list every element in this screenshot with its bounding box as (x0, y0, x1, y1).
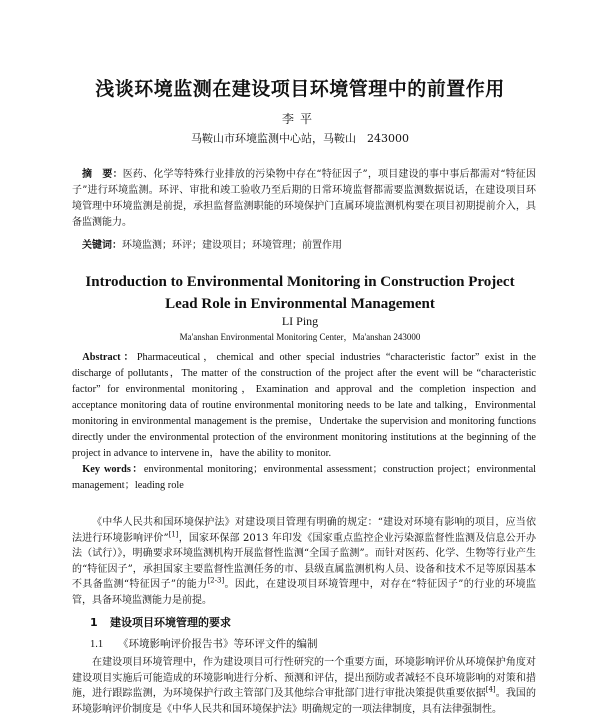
chinese-keywords (72, 238, 536, 254)
english-title-line-2: Lead Role in Environmental Management (165, 296, 435, 312)
citation-2-3: [2-3] (207, 576, 225, 585)
chinese-keywords-text: 环境监测；环评；建设项目；环境管理；前置作用 (122, 240, 342, 251)
subsection-1-1-title: 《环境影响评价报告书》等环评文件的编制 (118, 638, 318, 650)
chinese-keywords-label: 关键词： (82, 240, 122, 251)
chinese-author: 李平 (281, 112, 318, 126)
subsection-1-1-number: 1.1 (90, 639, 104, 650)
english-abstract-label: Abstract： (82, 352, 137, 363)
english-title (0, 271, 600, 315)
chinese-title: 浅谈环境监测在建设项目环境管理中的前置作用 (95, 78, 505, 100)
p2-part-b: 。我国的环境影响评价制度是《中华人民共和国环境保护法》明确规定的一项法律制度，具有法律强制性。 (72, 688, 537, 715)
english-keywords-text: environmental monitoring；environmental assessment；construction project；environmental management；leading role (72, 464, 536, 491)
p1-part-a: 《中华人民共和国环境保护法》对建设项目管理有明确的规定：“建设对环境有影响的项目，应当依法进行环境影响评价” (72, 517, 536, 544)
english-keywords-label: Key words： (82, 464, 144, 475)
english-author: LI Ping (281, 314, 319, 328)
p1-part-b: ，国家环保部 2013 年印发《国家重点监控企业污染源监督性监测及信息公开办法（试行）》，明确要求环境监测机构开展监督性监测“全国子监测”。而针对医药、化学、生物等行业产生的“特征因子”，承担国家主要监督性监测任务的市、县级直属监测机构人员、设备和技术不足等原因基本不具备监测“特征因子”的能力 (72, 532, 536, 590)
citation-1: [1] (168, 530, 179, 539)
section-1-heading (90, 614, 231, 630)
english-keywords (72, 462, 536, 494)
citation-4: [4] (485, 685, 496, 694)
section-1-number: 1 (90, 616, 98, 629)
chinese-abstract (72, 167, 536, 231)
p1-part-c: 。因此，在建设项目环境管理中，对存在“特征因子”的行业的环境监管，具备环境监测能力是前提。 (72, 579, 536, 606)
english-affiliation: Ma'anshan Environmental Monitoring Center，Ma'anshan 243000 (179, 332, 421, 342)
english-abstract-text: Pharmaceutical，chemical and other special industries “characteristic factor” exist in the discharge of pollutants，The matter of the construction of the project after the event will be “characteristic factor” for environmental monitoring，Examination and approval and the completion inspection and acceptance monitoring data of routine environmental monitoring needs to be late and talking，Environmental monitoring in environmental management is the premise，Undertake the supervision and monitoring functions directly under the environmental protection of the environment monitoring institutions at the beginning of the project in advance to intervene in，have the ability to monitor. (72, 352, 536, 459)
chinese-abstract-text: 医药、化学等特殊行业排放的污染物中存在“特征因子”，项目建设的事中事后都需对“特征因子”进行环境监测。环评、审批和竣工验收乃至后期的日常环境监督都需要监测数据说话，在建设项目环境管理中环境监测是前提，承担监督监测职能的环境保护门直属环境监测机构要在项目初期提前介入，具备监测能力。 (72, 169, 537, 228)
body-paragraph-2 (72, 655, 536, 717)
p2-part-a: 在建设项目环境管理中，作为建设项目可行性研究的一个重要方面，环境影响评价从环境保护角度对建设项目实施后可能造成的环境影响进行分析、预测和评估，提出预防或者减轻不良环境影响的对策和措施，进行跟踪监测，为环境保护行政主管部门及其他综合审批部门进行审批决策提供重要依据 (72, 657, 536, 699)
section-1-title: 建设项目环境管理的要求 (110, 616, 231, 629)
english-abstract (72, 350, 536, 462)
subsection-1-1-heading (90, 636, 318, 651)
body-paragraph-1 (72, 515, 536, 608)
english-title-line-1: Introduction to Environmental Monitoring in Construction Project (85, 274, 515, 290)
chinese-abstract-label: 摘 要： (82, 169, 123, 180)
chinese-affiliation: 马鞍山市环境监测中心站，马鞍山 243000 (191, 132, 409, 145)
